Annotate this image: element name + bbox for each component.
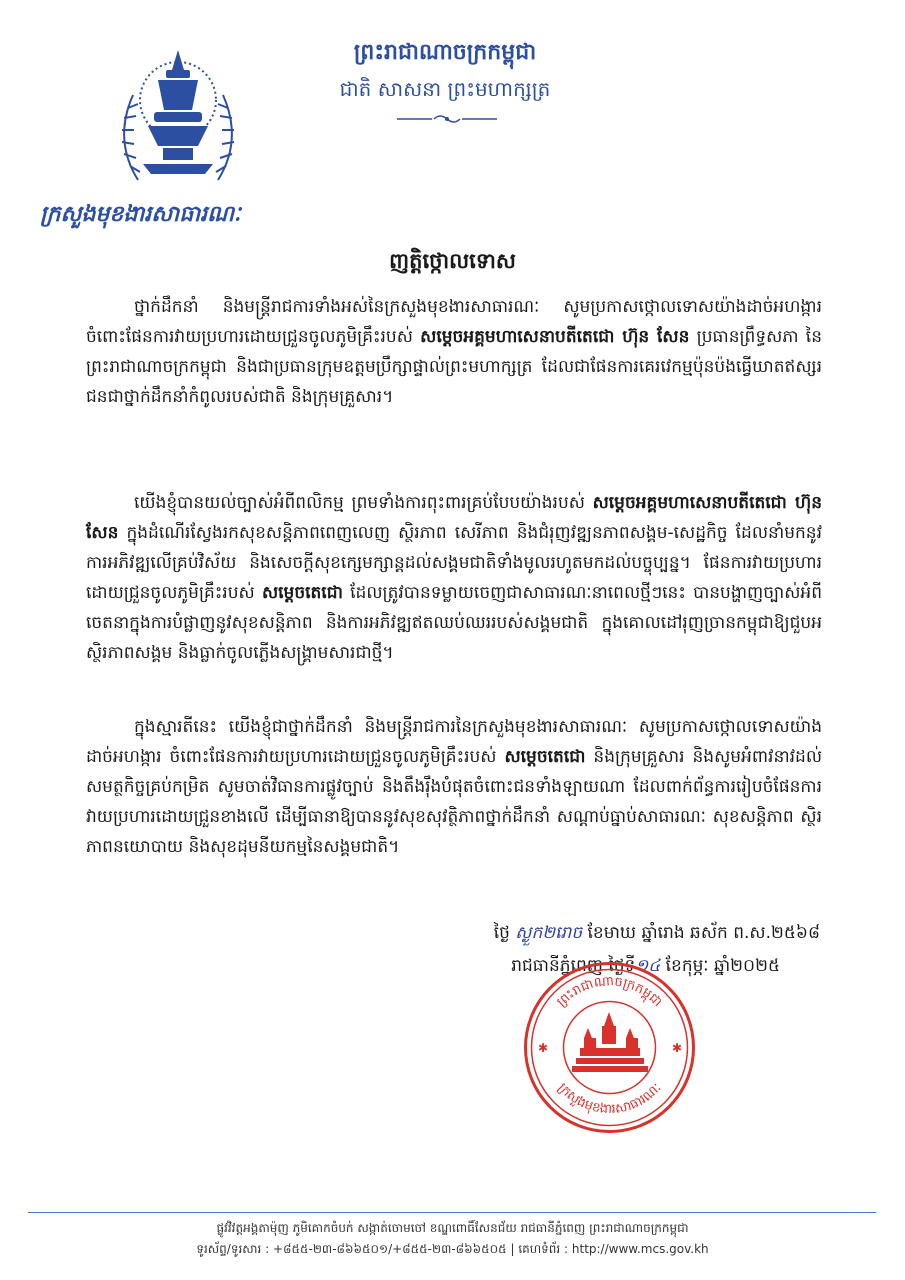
footer-contact: ទូរស័ព្ទ/ទូរសារ : +៨៥៥-២៣-៨៦៦៥០១/+៨៥៥-២៣-៨៦៦៥០៥ | គេហទំព័រ : http://www.mcs.gov.kh	[196, 1242, 709, 1256]
paragraph-text: ថ្នាក់ដឹកនាំ និងមន្ត្រីរាជការទាំងអស់នៃក្រសួងមុខងារសាធារណៈ សូមប្រកាសថ្កោលទោសយ៉ាងដាច់អហង្ការ ចំពោះផែនការវាយប្រហារដោយជ្រួនចូលភូមិគ្រឹះរបស់	[86, 297, 822, 347]
paragraph-3	[86, 712, 822, 862]
seal-bottom-text: ក្រសួងមុខងារសាធារណៈ	[554, 1080, 665, 1118]
ministry-name: ក្រសួងមុខងារសាធារណៈ	[40, 202, 241, 227]
handwritten-lunar-day: ស្ងួក២រោច	[515, 923, 583, 943]
bold-name: សម្ដេចតេជោ	[261, 583, 343, 603]
paragraph-text: យើងខ្ញុំបានយល់ច្បាស់អំពីពលិកម្ម ព្រមទាំងការពុះពារគ្រប់បែបយ៉ាងរបស់	[134, 493, 593, 513]
paragraph-2	[86, 488, 822, 668]
svg-text:✱: ✱	[538, 1041, 549, 1055]
footer-divider	[28, 1212, 876, 1213]
document-title: ញត្តិថ្កោលទោស	[389, 249, 516, 273]
kingdom-title: ព្រះរាជាណាចក្រកម្ពុជា	[353, 40, 537, 65]
svg-text:ក្រសួងមុខងារសាធារណៈ	[555, 1080, 665, 1117]
paragraph-text: ក្នុងស្មារតីនេះ យើងខ្ញុំជាថ្នាក់ដឹកនាំ និងមន្ត្រីរាជការនៃក្រសួងមុខងារសាធារណៈ សូមប្រកាសថ្កោលទោសយ៉ាងដាច់អហង្ការ ចំពោះផែនការវាយប្រហារដោយជ្រួនចូលភូមិគ្រឹះរបស់	[86, 717, 822, 767]
lunar-date	[370, 922, 820, 947]
footer-address: ផ្លូវវិវត្តអង្គតាម៉ុញ ភូមិគោកចំបក់ សង្កាត់ចោមចៅ ខណ្ឌពោធិ៍សែនជ័យ រាជធានីភ្នំពេញ ព្រះរាជាណាចក្រកម្ពុជា	[216, 1221, 689, 1235]
paragraph-1	[86, 292, 822, 412]
bold-name: សម្ដេចអគ្គមហាសេនាបតីតេជោ ហ៊ុន សែន	[420, 327, 690, 347]
svg-text:✱: ✱	[672, 1041, 683, 1055]
place-prefix: រាជធានីភ្នំពេញ ថ្ងៃទី	[511, 956, 636, 976]
handwritten-day: ១៤	[635, 956, 661, 976]
date-prefix: ថ្ងៃ	[493, 923, 510, 943]
paragraph-text: និងក្រុមគ្រួសារ និងសូមអំពាវនាវដល់សមត្ថកិច្ចគ្រប់កម្រិត សូមចាត់វិធានការផ្លូវច្បាប់ និងតឹងរ៉ឹងបំផុតចំពោះជនទាំងឡាយណា ដែលពាក់ព័ន្ធការរៀបចំផែនការវាយប្រហារដោយជ្រួនខាងលើ ដើម្បីធានាឱ្យបាននូវសុខសុវត្ថិភាពថ្នាក់ដឹកនាំ សណ្តាប់ធ្នាប់សាធារណៈ សុខសន្តិភាព ស្ថិរភាពនយោបាយ និងសុខដុមនីយកម្មនៃសង្គមជាតិ។	[86, 747, 822, 857]
paragraph-text: ដែលត្រូវបានទម្លាយចេញជាសាធារណៈនាពេលថ្មីៗនេះ បានបង្ហាញច្បាស់អំពីចេតនាក្នុងការបំផ្លាញនូវសុខសន្តិភាព និងការអភិវឌ្ឍឥតឈប់ឈររបស់សង្គមជាតិ ក្នុងគោលដៅរុញច្រានកម្ពុជាឱ្យជួបអស្ថិរភាពសង្គម និងធ្លាក់ចូលភ្លើងសង្គ្រាមសារជាថ្មី។	[86, 583, 822, 663]
seal-top-text: ព្រះរាជាណាចក្រកម្ពុជា	[554, 973, 665, 1011]
national-motto: ជាតិ សាសនា ព្រះមហាក្សត្រ	[339, 77, 551, 101]
month-year: ខែកុម្ភៈ ឆ្នាំ២០២៥	[660, 956, 780, 976]
bold-name: សម្ដេចតេជោ	[504, 747, 586, 767]
royal-emblem-icon	[108, 40, 248, 190]
bold-name: សម្ដេចអគ្គមហាសេនាបតីតេជោ ហ៊ុន សែន	[86, 493, 822, 543]
divider-ornament-icon	[392, 112, 502, 126]
paragraph-text: ក្នុងដំណើរស្វែងរកសុខសន្តិភាពពេញលេញ ស្ថិរភាព សេរីភាព និងជំរុញវឌ្ឍនភាពសង្គម-សេដ្ឋកិច្ច ដែលនាំមកនូវការអភិវឌ្ឍលើគ្រប់វិស័យ និងសេចក្តីសុខក្សេមក្សាន្តដល់សង្គមជាតិទាំងមូលរហូតមកដល់បច្ចុប្បន្ន។ ផែនការវាយប្រហារដោយជ្រួនចូលភូមិគ្រឹះរបស់	[86, 523, 822, 603]
lunar-month-year: ខែមាឃ ឆ្នាំរោង ឆស័ក ព.ស.២៥៦៨	[582, 923, 820, 943]
official-seal-icon	[522, 960, 697, 1135]
paragraph-text: ប្រធានព្រឹទ្ធសភា នៃព្រះរាជាណាចក្រកម្ពុជា និងជាប្រធានក្រុមឧត្តមប្រឹក្សាផ្ទាល់ព្រះមហាក្សត្រ ដែលជាផែនការគេរវេកម្មប៉ុនប៉ងធ្វើឃាតឥស្សរជនជាថ្នាក់ដឹកនាំកំពូលរបស់ជាតិ និងក្រុមគ្រួសារ។	[86, 327, 822, 407]
